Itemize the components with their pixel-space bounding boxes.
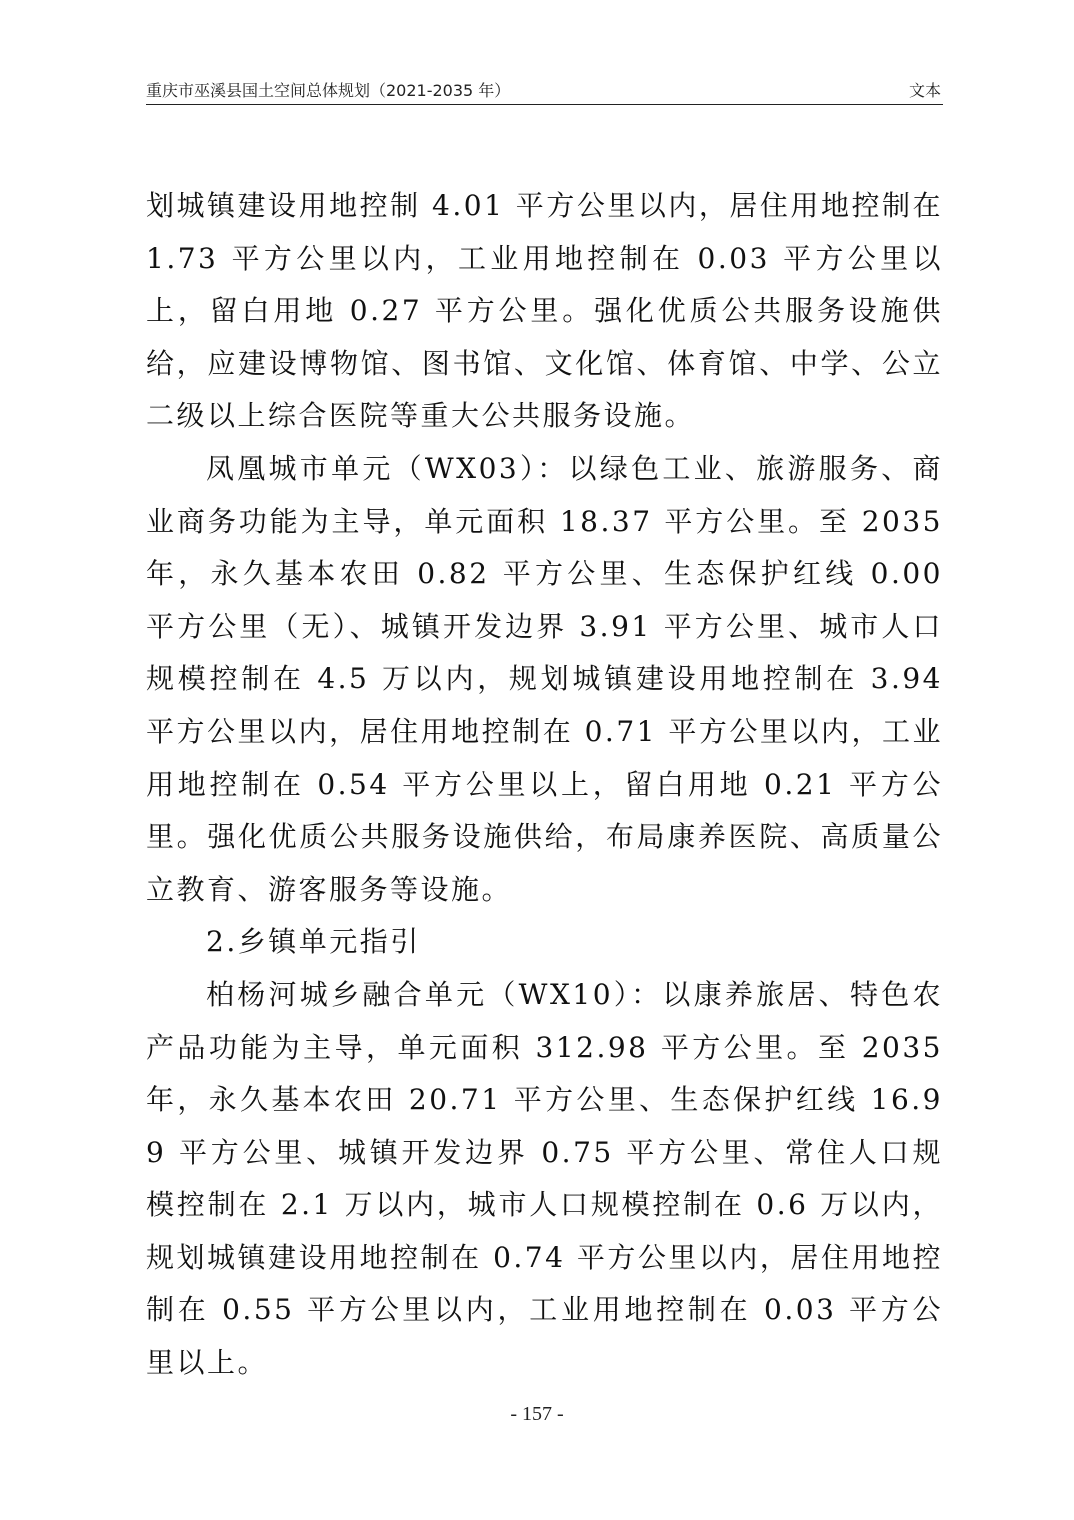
page-header: [146, 74, 943, 105]
paragraph-fenghuang-unit: 凤凰城市单元（WX03）：以绿色工业、旅游服务、商业商务功能为主导，单元面积 18.37 平方公里。至 2035 年，永久基本农田 0.82 平方公里、生态保护红线 0.00 平方公里（无）、城镇开发边界 3.91 平方公里、城市人口规模控制在 4.5 万以内，规划城镇建设用地控制在 3.94 平方公里以内，居住用地控制在 0.71 平方公里以内，工业用地控制在 0.54 平方公里以上，留白用地 0.21 平方公里。强化优质公共服务设施供给，布局康养医院、高质量公立教育、游客服务等设施。: [146, 451, 943, 906]
body-text: [146, 180, 943, 1390]
paragraph-continuation: 划城镇建设用地控制 4.01 平方公里以内，居住用地控制在 1.73 平方公里以内，工业用地控制在 0.03 平方公里以上，留白用地 0.27 平方公里。强化优质公共服务设施供给，应建设博物馆、图书馆、文化馆、体育馆、中学、公立二级以上综合医院等重大公共服务设施。: [146, 189, 943, 433]
paragraph-baiyanghe-unit: 柏杨河城乡融合单元（WX10）：以康养旅居、特色农产品功能为主导，单元面积 312.98 平方公里。至 2035 年，永久基本农田 20.71 平方公里、生态保护红线 16.99 平方公里、城镇开发边界 0.75 平方公里、常住人口规模控制在 2.1 万以内，城市人口规模控制在 0.6 万以内，规划城镇建设用地控制在 0.74 平方公里以内，居住用地控制在 0.55 平方公里以内，工业用地控制在 0.03 平方公里以上。: [146, 977, 943, 1380]
section-heading-township-guidance: 2.乡镇单元指引: [206, 925, 421, 959]
document-title: 重庆市巫溪县国土空间总体规划（2021-2035 年）: [146, 81, 511, 100]
document-type-label: 文本: [908, 81, 941, 100]
page-number: - 157 -: [510, 1403, 564, 1425]
